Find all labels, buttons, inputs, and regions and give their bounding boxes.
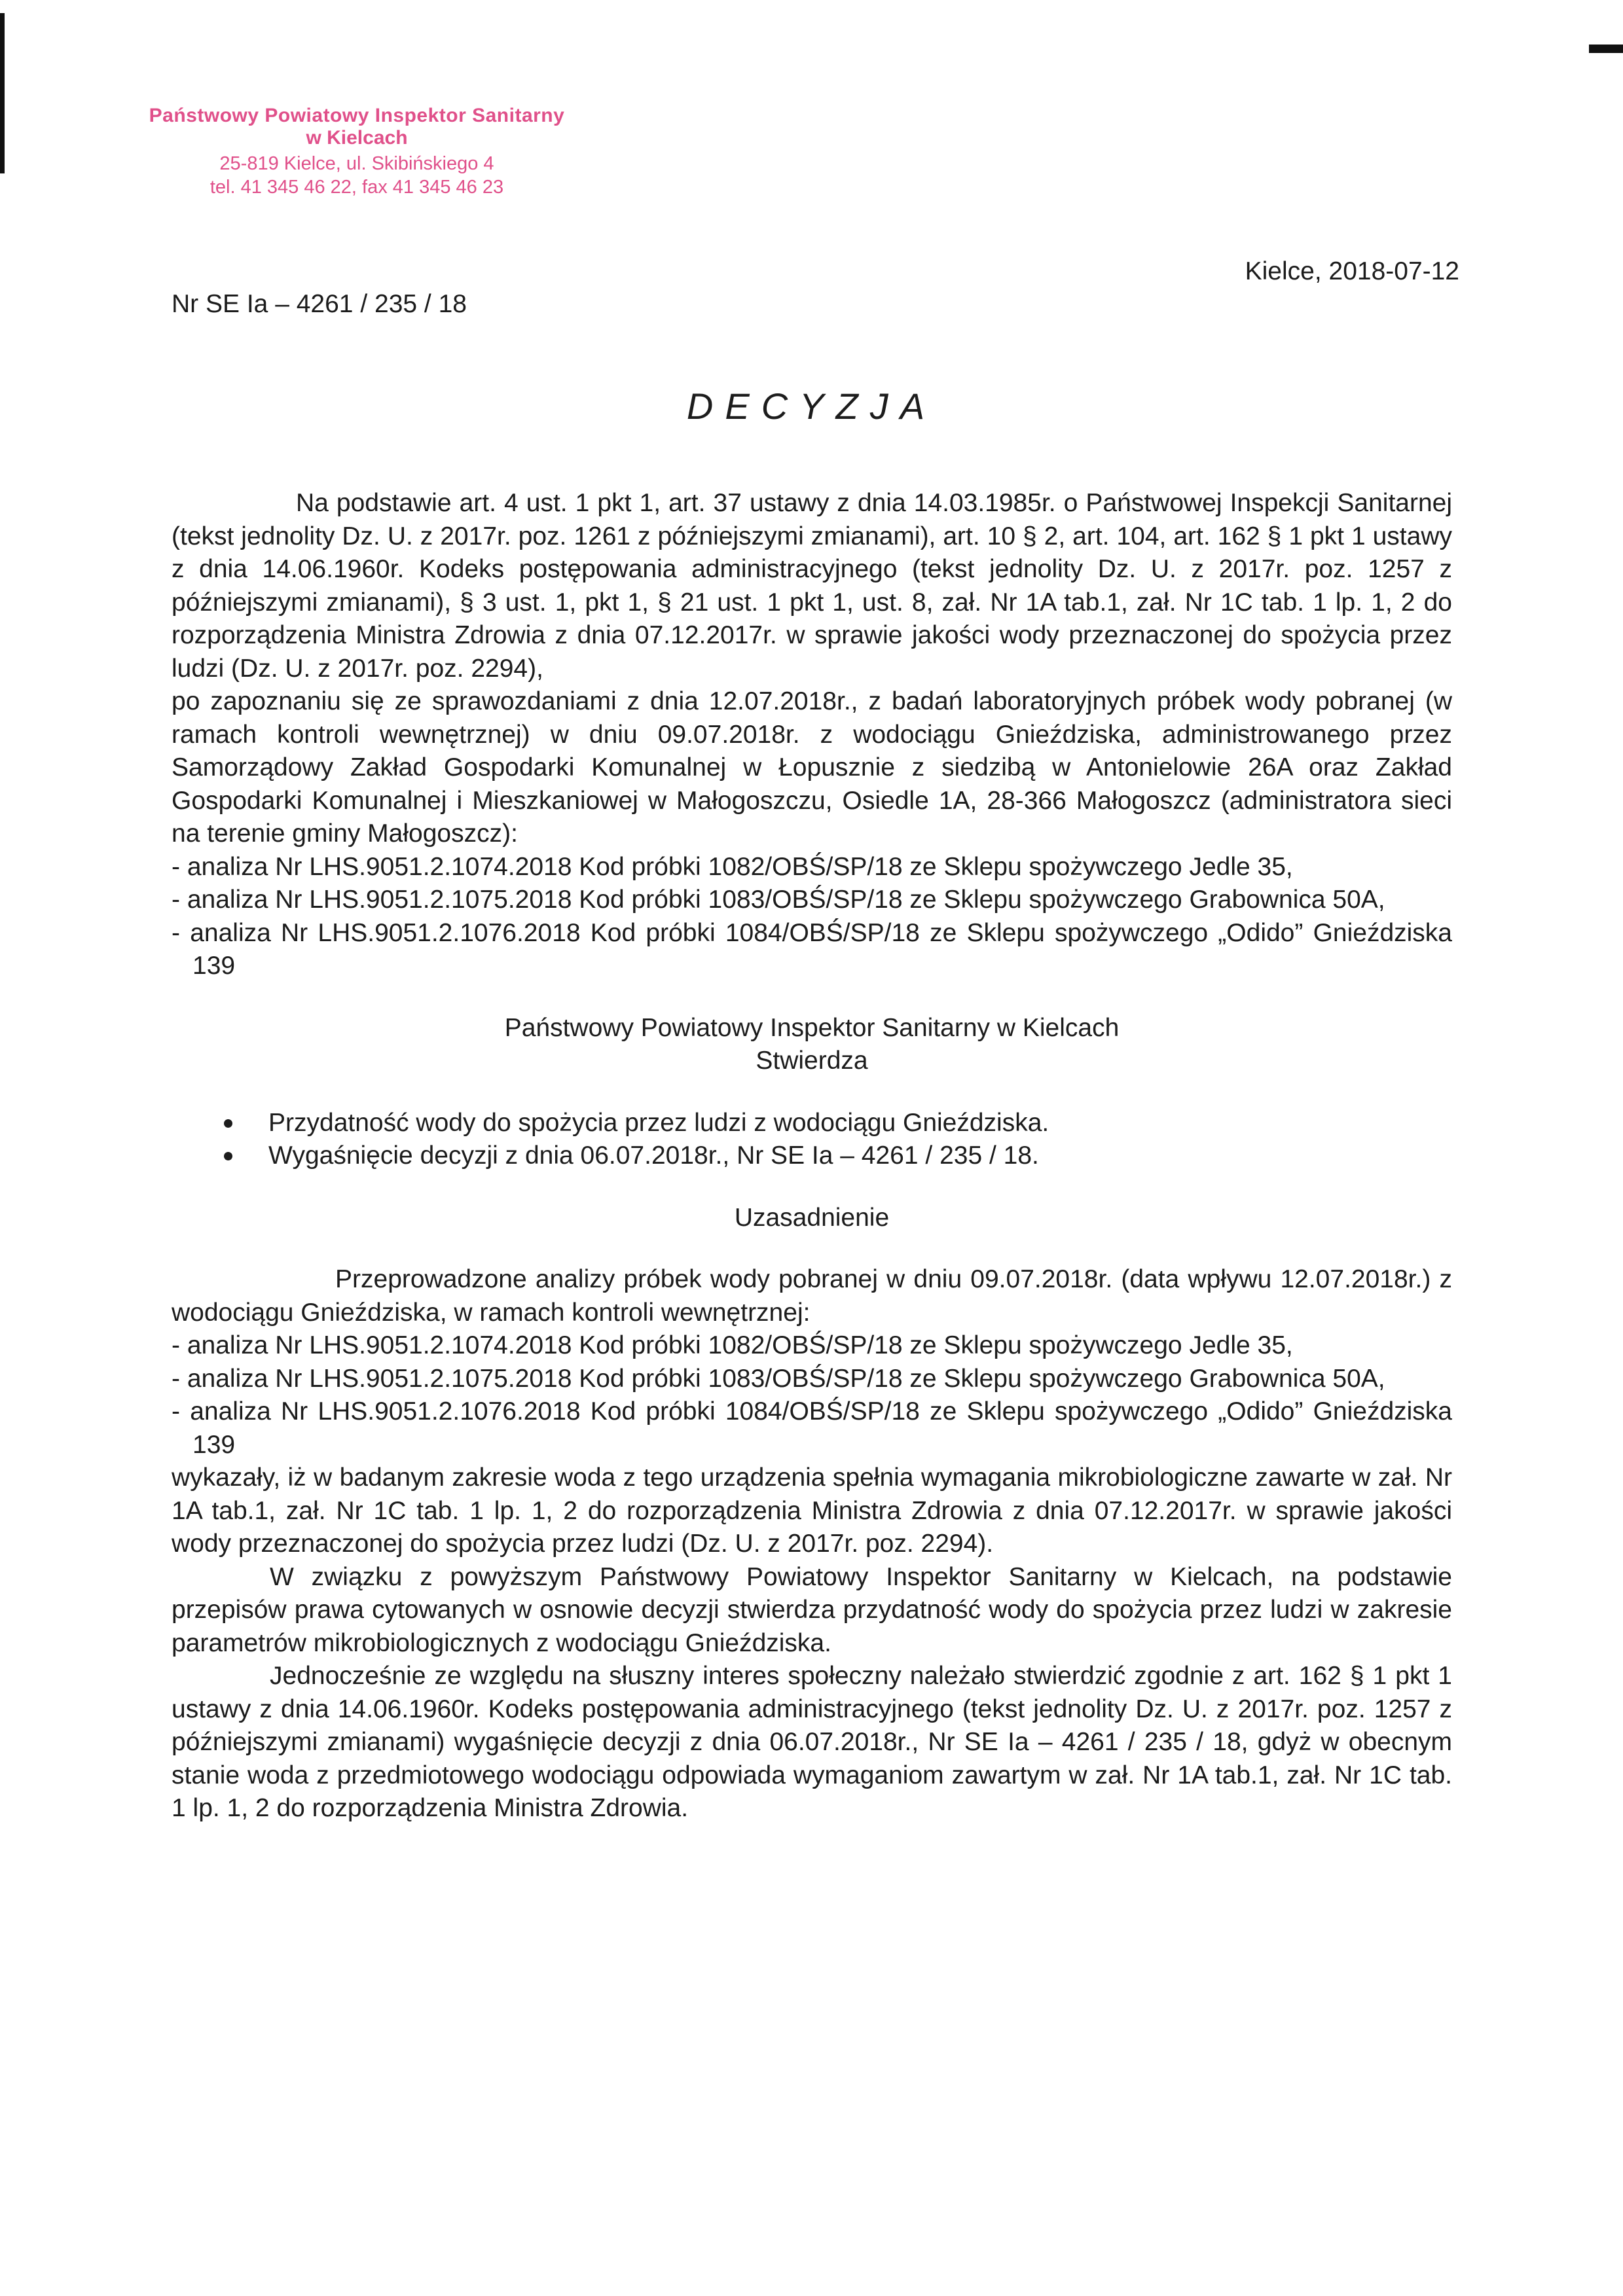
justification-analysis-item: - analiza Nr LHS.9051.2.1075.2018 Kod próbki 1083/OBŚ/SP/18 ze Sklepu spożywczego Grabownica 50A, (172, 1364, 1385, 1393)
document-body (172, 487, 1452, 1825)
justification-result: wykazały, iż w badanym zakresie woda z tego urządzenia spełnia wymagania mikrobiologiczne zawarte w zał. Nr 1A tab.1, zał. Nr 1C tab. 1 lp. 1, 2 do rozporządzenia Ministra Zdrowia z dnia 07.12.2017r. w sprawie jakości wody przeznaczonej do spożycia przez ludzi (Dz. U. z 2017r. poz. 2294). (172, 1463, 1452, 1558)
finding-item (172, 1139, 1452, 1173)
spacer (172, 1078, 1452, 1107)
spacer (172, 1173, 1452, 1202)
justification-heading: Uzasadnienie (734, 1203, 890, 1232)
scan-edge-mark (0, 13, 5, 173)
spacer (172, 983, 1452, 1012)
bullet-icon (224, 1152, 232, 1160)
justification-analysis-item: - analiza Nr LHS.9051.2.1074.2018 Kod próbki 1082/OBŚ/SP/18 ze Sklepu spożywczego Jedle 35, (172, 1331, 1293, 1359)
analysis-item: - analiza Nr LHS.9051.2.1075.2018 Kod próbki 1083/OBŚ/SP/18 ze Sklepu spożywczego Grabownica 50A, (172, 886, 1385, 914)
justification-paragraph-2: W związku z powyższym Państwowy Powiatowy Inspektor Sanitarny w Kielcach, na podstawie przepisów prawa cytowanych w osnowie decyzji stwierdza przydatność wody do spożycia przez ludzi w zakresie parametrów mikrobiologicznych z wodociągu Gnieździska. (172, 1562, 1452, 1657)
bullet-icon (224, 1119, 232, 1128)
spacer (172, 1234, 1452, 1263)
document-title: DECYZJA (686, 386, 937, 427)
finding-text: Wygaśnięcie decyzji z dnia 06.07.2018r., Nr SE Ia – 4261 / 235 / 18. (268, 1141, 1039, 1170)
reports-intro-paragraph: po zapoznaniu się ze sprawozdaniami z dnia 12.07.2018r., z badań laboratoryjnych próbek wody pobranej (w ramach kontroli wewnętrznej) w dniu 09.07.2018r. z wodociągu Gnieździska, administrowanego przez Samorządowy Zakład Gospodarki Komunalnej w Łopusznie z siedzibą w Antonielowie 26A oraz Zakład Gospodarki Komunalnej i Mieszkaniowej w Małogoszczu, Osiedle 1A, 28-366 Małogoszcz (administratora sieci na terenie gminy Małogoszcz): (172, 687, 1452, 848)
office-stamp (141, 105, 573, 199)
justification-paragraph-3: Jednocześnie ze względu na słuszny interes społeczny należało stwierdzić zgodnie z art. 162 § 1 pkt 1 ustawy z dnia 14.06.1960r. Kodeks postępowania administracyjnego (tekst jednolity Dz. U. z 2017r. poz. 1257 z późniejszymi zmianami) wygaśnięcie decyzji z dnia 06.07.2018r., Nr SE Ia – 4261 / 235 / 18, gdyż w obecnym stanie woda z przedmiotowego wodociągu odpowiada wymaganiom zawartym w zał. Nr 1A tab.1, zał. Nr 1C tab. 1 lp. 1, 2 do rozporządzenia Ministra Zdrowia. (172, 1662, 1452, 1822)
authority-name: Państwowy Powiatowy Inspektor Sanitarny w Kielcach (504, 1013, 1120, 1042)
stamp-line: 25-819 Kielce, ul. Skibińskiego 4 (219, 153, 494, 174)
declares-heading: Stwierdza (756, 1047, 868, 1075)
stamp-line: w Kielcach (306, 127, 408, 149)
finding-item (172, 1107, 1452, 1140)
analysis-item: - analiza Nr LHS.9051.2.1074.2018 Kod próbki 1082/OBŚ/SP/18 ze Sklepu spożywczego Jedle 35, (172, 852, 1293, 881)
finding-text: Przydatność wody do spożycia przez ludzi z wodociągu Gnieździska. (268, 1108, 1049, 1137)
justification-intro: Przeprowadzone analizy próbek wody pobranej w dniu 09.07.2018r. (data wpływu 12.07.2018r.) z wodociągu Gnieździska, w ramach kontroli wewnętrznej: (172, 1265, 1452, 1327)
analysis-item: - analiza Nr LHS.9051.2.1076.2018 Kod próbki 1084/OBŚ/SP/18 ze Sklepu spożywczego „Odido” Gnieździska 139 (172, 918, 1452, 980)
place-date: Kielce, 2018-07-12 (1245, 257, 1459, 285)
reference-number: Nr SE Ia – 4261 / 235 / 18 (172, 290, 467, 318)
stamp-line: tel. 41 345 46 22, fax 41 345 46 23 (210, 177, 504, 198)
legal-basis-paragraph: Na podstawie art. 4 ust. 1 pkt 1, art. 37 ustawy z dnia 14.03.1985r. o Państwowej Inspekcji Sanitarnej (tekst jednolity Dz. U. z 2017r. poz. 1261 z późniejszymi zmianami), art. 10 § 2, art. 104, art. 162 § 1 pkt 1 ustawy z dnia 14.06.1960r. Kodeks postępowania administracyjnego (tekst jednolity Dz. U. z 2017r. poz. 1257 z późniejszymi zmianami), § 3 ust. 1, pkt 1, § 21 ust. 1 pkt 1, ust. 8, zał. Nr 1A tab.1, zał. Nr 1C tab. 1 lp. 1, 2 do rozporządzenia Ministra Zdrowia z dnia 07.12.2017r. w sprawie jakości wody przeznaczonej do spożycia przez ludzi (Dz. U. z 2017r. poz. 2294), (172, 489, 1452, 683)
justification-analysis-item: - analiza Nr LHS.9051.2.1076.2018 Kod próbki 1084/OBŚ/SP/18 ze Sklepu spożywczego „Odido” Gnieździska 139 (172, 1397, 1452, 1459)
findings-list (172, 1107, 1452, 1173)
scan-edge-mark (1589, 45, 1623, 53)
stamp-line: Państwowy Powiatowy Inspektor Sanitarny (149, 105, 565, 126)
